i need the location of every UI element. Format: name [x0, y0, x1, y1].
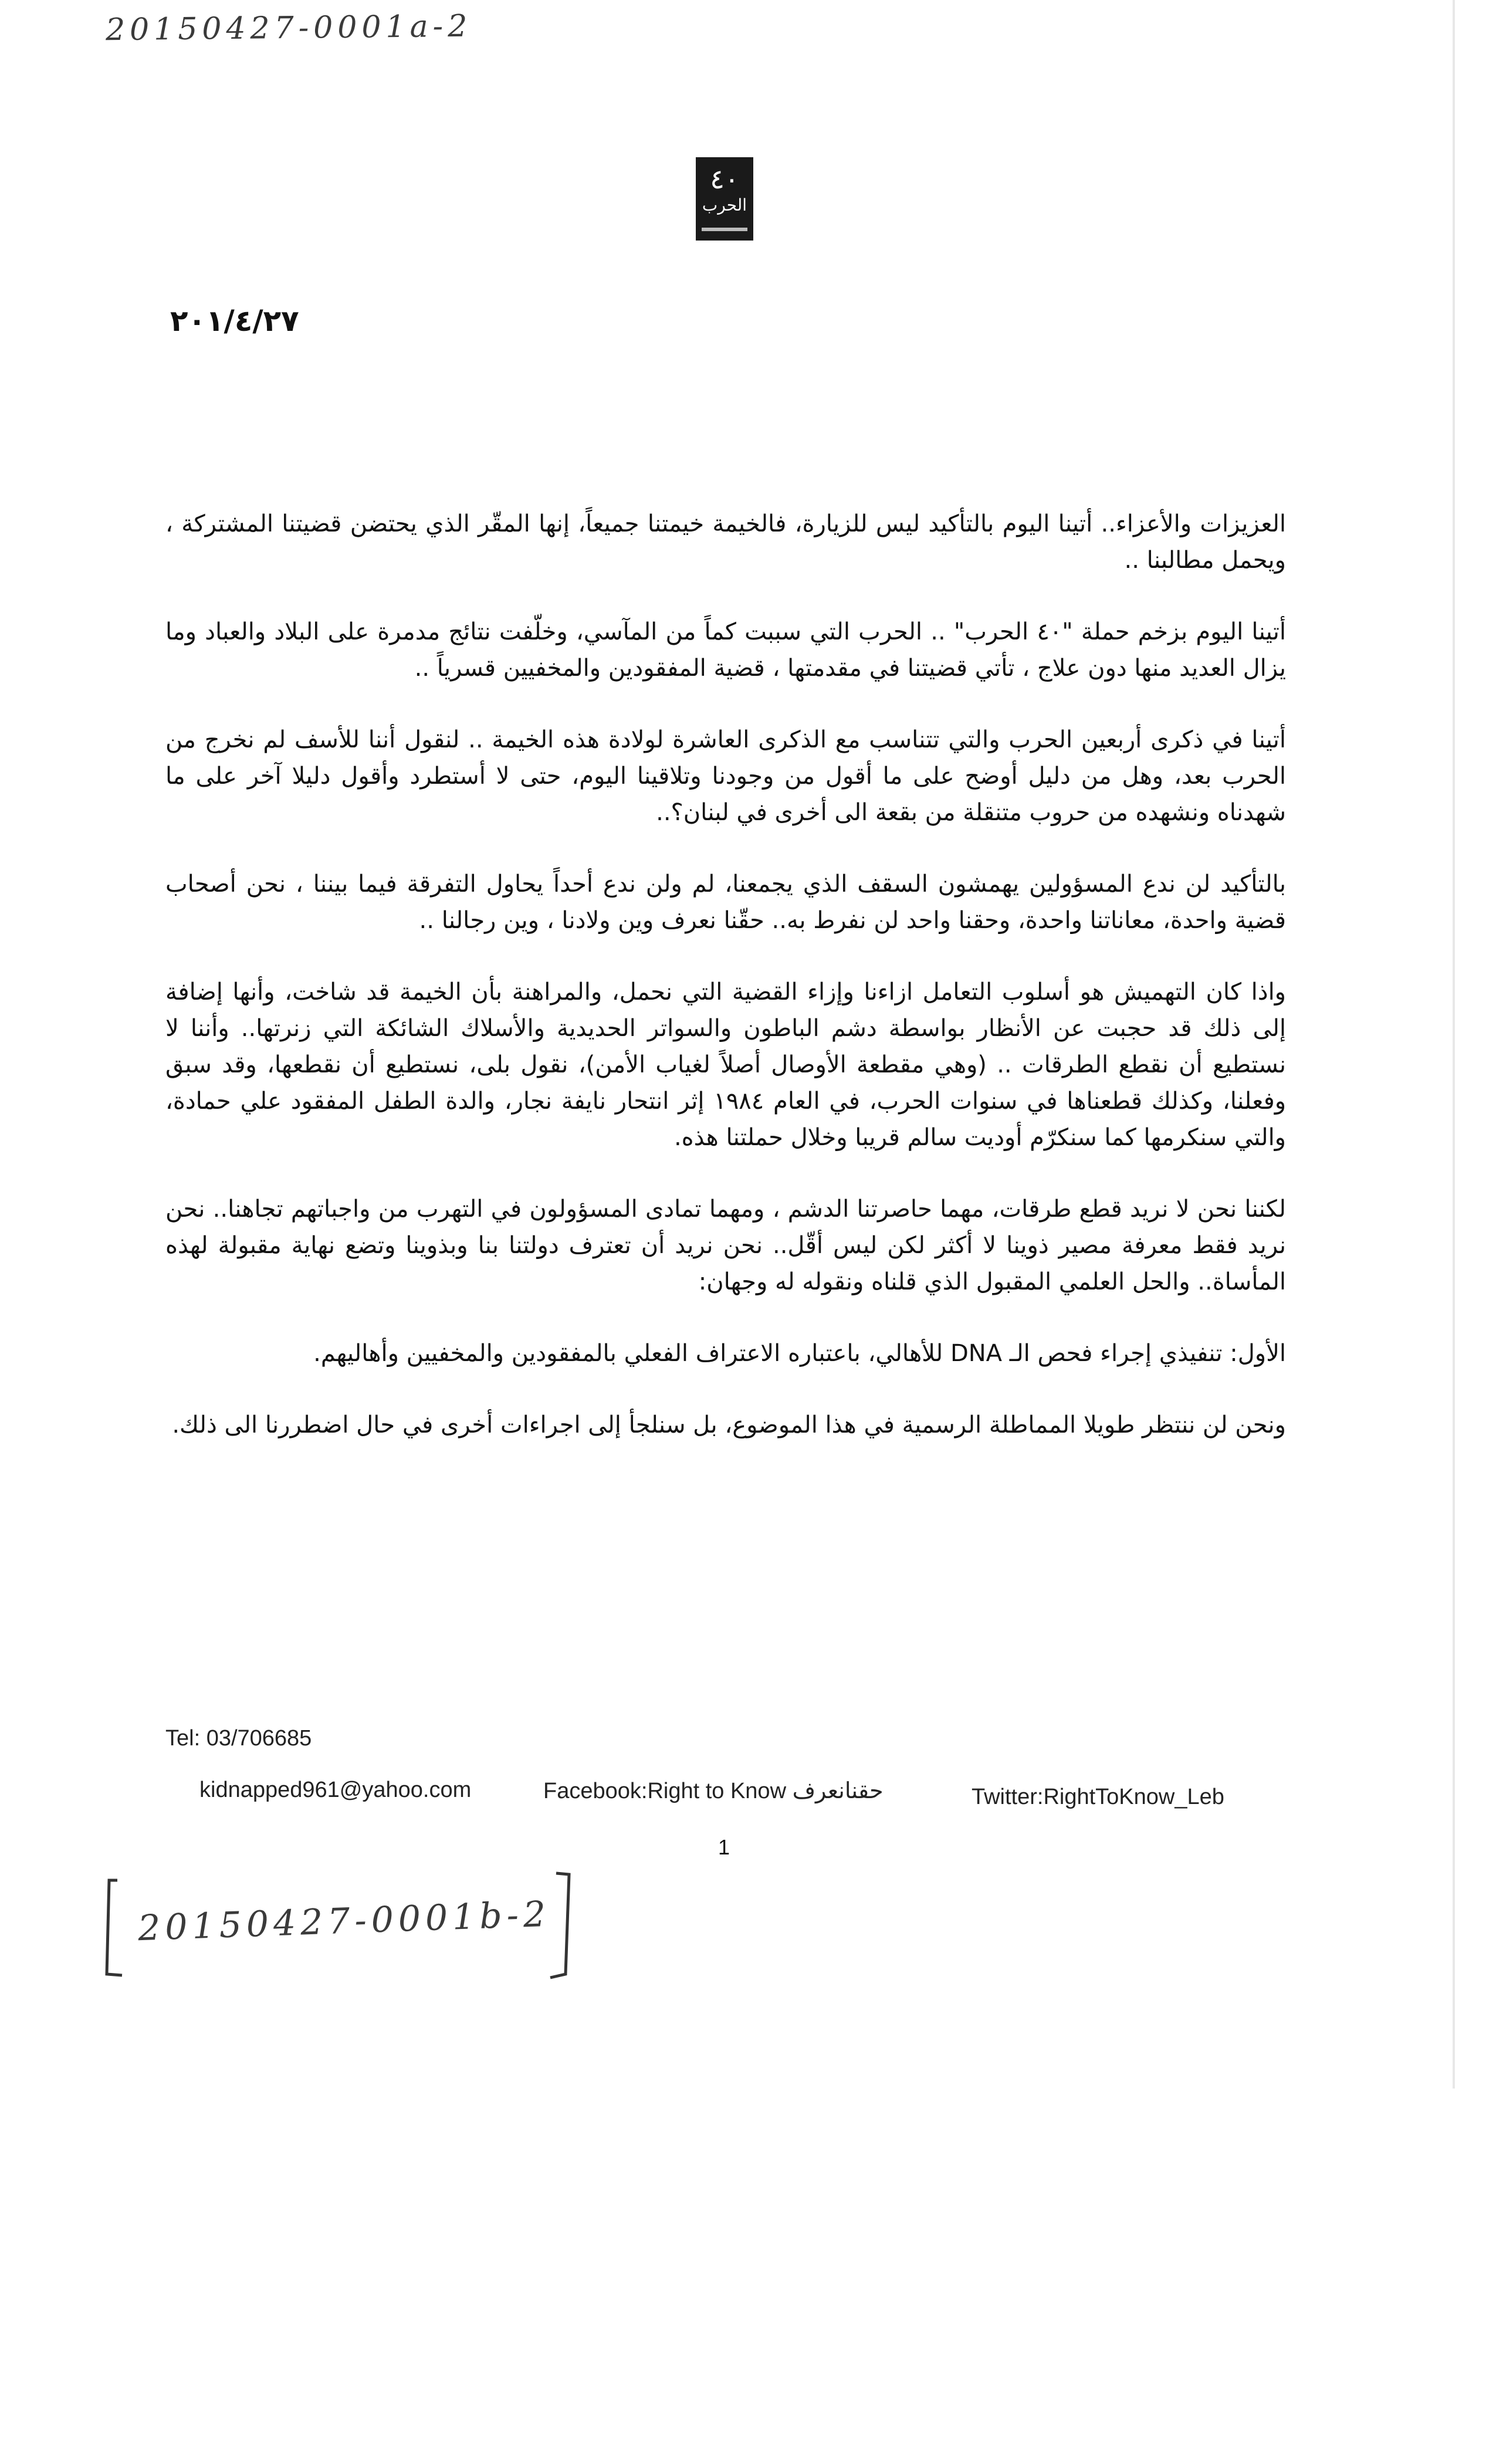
paragraph: ونحن لن ننتظر طويلا المماطلة الرسمية في هذا الموضوع، بل سنلجأ إلى اجراءات أخرى في حال اضطررنا الى ذلك. [172, 1412, 1286, 1439]
page-number: 1 [718, 1835, 730, 1859]
paragraph: العزيزات والأعزاء.. أتينا اليوم بالتأكيد ليس للزيارة، فالخيمة خيمتنا جميعاً، إنها المقّر الذي يحتضن قضيتنا المشتركة ، ويحمل مطالبنا .. [165, 510, 1286, 574]
footer-email: kidnapped961@yahoo.com [199, 1778, 472, 1802]
paragraph: واذا كان التهميش هو أسلوب التعامل ازاءنا وإزاء القضية التي نحمل، والمراهنة بأن الخيمة قد شاخت، وأنها إضافة إلى ذلك قد حجبت عن الأنظار بواسطة دشم الباطون والسواتر الحديدية والأسلاك الشائكة التي زنرتها.. وأننا لا نستطيع أن نقطع الطرقات .. (وهي مقطعة الأوصال أصلاً لغياب الأمن)، نقول بلى، نستطيع أن نقطعها، وقد سبق وفعلنا، وكذلك قطعناها في سنوات الحرب، في العام ١٩٨٤ إثر انتحار نايفة نجار، والدة الطفل المفقود علي حمادة، والتي سنكرمها كما سنكرّم أوديت سالم قريبا وخلال حملتنا هذه. [165, 979, 1287, 1151]
paragraph: بالتأكيد لن ندع المسؤولين يهمشون السقف الذي يجمعنا، لم ولن ندع أحداً يحاول التفرقة فيما بيننا ، نحن أصحاب قضية واحدة، معاناتنا واحدة، وحقنا واحد لن نفرط به.. حقّنا نعرف وين ولادنا ، وين رجالنا .. [165, 871, 1286, 934]
footer-tel: Tel: 03/706685 [165, 1726, 312, 1751]
letter-date: ٢٠١/٤/٢٧ [170, 304, 299, 338]
footer-twitter: Twitter:RightToKnow_Leb [972, 1785, 1224, 1809]
letter-body [165, 506, 1286, 1478]
paragraph: الأول: تنفيذي إجراء فحص الـ DNA للأهالي، باعتباره الاعتراف الفعلي بالمفقودين والمخفيين وأهاليهم. [313, 1340, 1286, 1367]
paragraph: أتينا اليوم بزخم حملة "٤٠ الحرب" .. الحرب التي سببت كماً من المآسي، وخلّفت نتائج مدمرة على البلاد والعباد وما يزال العديد منها دون علاج ، تأتي قضيتنا في مقدمتها ، قضية المفقودين والمخفيين قسرياً .. [165, 618, 1286, 682]
campaign-logo [696, 157, 753, 241]
paragraph: لكننا نحن لا نريد قطع طرقات، مهما حاصرتنا الدشم ، ومهما تمادى المسؤولون في التهرب من واجباتهم تجاهنا.. نحن نريد فقط معرفة مصير ذوينا لا أكثر لكن ليس أقّل.. نحن نريد أن تعترف دولتنا بنا وبذوينا وتضع نهاية مقبولة لهذه المأساة.. والحل العلمي المقبول الذي قلناه ونقوله له وجهان: [165, 1196, 1286, 1295]
logo-bar [702, 228, 747, 231]
paragraph: أتينا في ذكرى أربعين الحرب والتي تتناسب مع الذكرى العاشرة لولادة هذه الخيمة .. لنقول أننا للأسف لم نخرج من الحرب بعد، وهل من دليل أوضح على ما أقول من وجودنا وتلاقينا اليوم، حتى لا أستطرد وأقول دليلا آخر على ما شهدناه ونشهده من حروب متنقلة من بقعة الى أخرى في لبنان؟.. [165, 726, 1286, 826]
archive-reference-bottom: 20150427-0001b-2 [137, 1893, 551, 1949]
logo-number: ٤٠ [710, 163, 739, 195]
footer-facebook: Facebook:Right to Know حقنانعرف [543, 1779, 884, 1803]
archive-reference-top: 20150427-0001a-2 [105, 8, 472, 48]
logo-word: الحرب [702, 195, 747, 215]
scan-edge [1453, 0, 1455, 2089]
